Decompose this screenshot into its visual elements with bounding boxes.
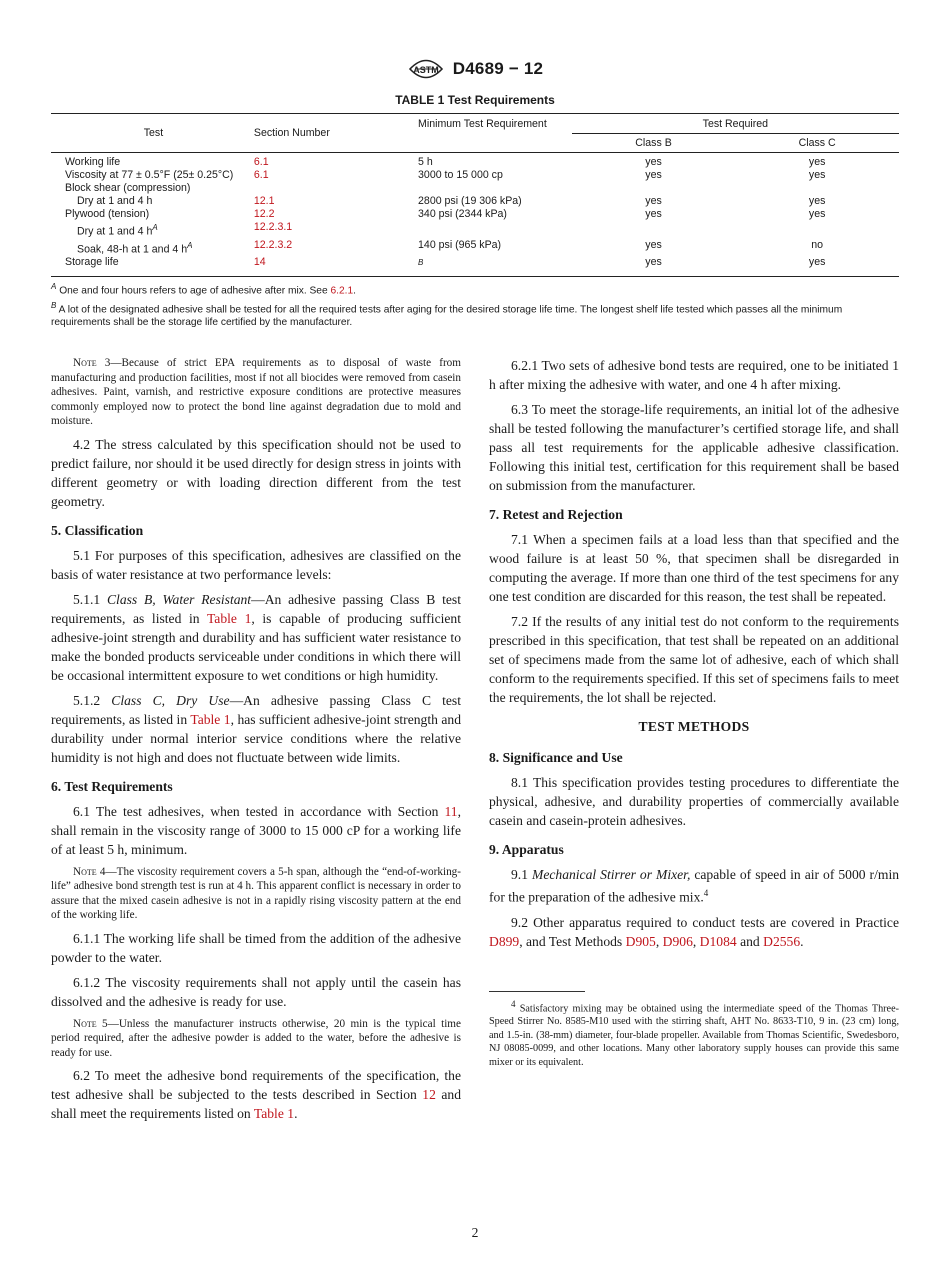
table-title: TABLE 1 Test Requirements: [395, 93, 555, 107]
link-section-12[interactable]: 12: [422, 1087, 436, 1102]
astm-logo-icon: [407, 54, 445, 84]
para-6-3: 6.3 To meet the storage-life requirements, an initial lot of the adhesive shall be tested following the manufacturer’s certified storage life, and shall pass all test requirements for the applicable adhesive classification. Following this initial test, certification for this requirement shall be based on submission from the manufacturer.: [489, 402, 899, 493]
left-column: [51, 356, 461, 1129]
table-row: [51, 239, 899, 257]
col-header-test: Test: [143, 126, 164, 139]
cell-class-c: yes: [808, 208, 826, 220]
cell-test: Viscosity at 77 ± 0.5°F (25± 0.25°C): [65, 169, 234, 181]
note-5: Note 5—Unless the manufacturer instructs otherwise, 20 min is the typical time period required, after the adhesive powder is added to the water, before the adhesive is ready for use.: [51, 1017, 461, 1059]
note-3: Note 3—Because of strict EPA requirements as to disposal of waste from manufacturing and production facilities, most if not all biocides were removed from casein adhesives. Paint, varnish, and restrictive exposure conditions are protective measures commonly employed now to protect the bond line against degradation due to mold and moisture.: [51, 357, 461, 427]
para-7-2: 7.2 If the results of any initial test do not conform to the requirements prescribed in this specification, that test shall be repeated on an additional set of specimens made from the same lot of adhesive, each of which shall conform to the requirements specified. If this set of specimens fails to meet the requirements, the lot shall be rejected.: [489, 614, 899, 705]
link-d905[interactable]: D905: [625, 933, 656, 949]
para-7-1: 7.1 When a specimen fails at a load less than that specified and the wood failure is at least 50 %, that specimen shall be disregarded in computing the average. If more than one third of the test specimens for any one test condition are discarded for this reason, the test shall be repeated.: [489, 532, 899, 604]
cell-section-link[interactable]: 6.1: [253, 156, 269, 168]
table-row: [51, 153, 899, 170]
cell-min-requirement: 340 psi (2344 kPa): [418, 208, 507, 220]
cell-test: Dry at 1 and 4 $h^A$: [77, 223, 158, 238]
cell-class-b: yes: [645, 195, 662, 207]
cell-class-b: yes: [645, 169, 662, 181]
cell-test: Soak, 48-h at 1 and 4 $h^A$: [77, 240, 193, 256]
col-header-required: Test Required: [572, 114, 899, 134]
table-row: [51, 208, 899, 221]
link-section-11[interactable]: 11: [444, 803, 458, 819]
heading-retest-rejection: 7. Retest and Rejection: [489, 507, 623, 522]
cell-test: Dry at 1 and 4 h: [77, 195, 153, 207]
cell-section-link[interactable]: 14: [242, 256, 418, 276]
cell-test: Plywood (tension): [65, 208, 150, 220]
cell-section-link[interactable]: 6.1: [253, 169, 269, 181]
heading-classification: 5. Classification: [51, 522, 144, 538]
link-d906[interactable]: D906: [662, 933, 693, 949]
link-d1084[interactable]: D1084: [699, 933, 737, 949]
para-6-1-1: 6.1.1 The working life shall be timed from the addition of the adhesive powder to the water.: [51, 930, 461, 965]
para-6-1-2: 6.1.2 The viscosity requirements shall not apply until the casein has dissolved and the adhesive is ready for use.: [51, 974, 461, 1009]
cell-min-requirement: B: [418, 256, 572, 276]
cell-test: Working life: [65, 156, 121, 168]
para-5-1: 5.1 For purposes of this specification, adhesives are classified on the basis of water resistance at two performance levels:: [51, 547, 461, 582]
cell-class-b: yes: [645, 208, 662, 220]
cell-test: Storage life: [51, 256, 242, 276]
cell-class-b: yes: [645, 156, 662, 168]
cell-min-requirement: 140 psi (965 kPa): [418, 238, 502, 251]
cell-class-c: yes: [808, 156, 826, 168]
col-header-class-c: Class C: [798, 137, 836, 149]
cell-class-b: [572, 221, 736, 239]
heading-significance-use: 8. Significance and Use: [489, 750, 623, 765]
link-table-1[interactable]: Table 1: [206, 610, 252, 626]
para-9-1: 9.1 Mechanical Stirrer or Mixer, capable of speed in air of 5000 r/min for the preparation of the adhesive mix.$^4$: [489, 867, 900, 905]
cell-min-requirement: 3000 to 15 000 cp: [418, 169, 503, 181]
cell-section-link[interactable]: 12.2.3.1: [253, 221, 293, 233]
link-d2556[interactable]: D2556: [763, 933, 801, 949]
document-designation: D4689 − 12: [452, 59, 544, 78]
cell-class-c: no: [811, 238, 824, 251]
cell-section-link[interactable]: 12.2.3.2: [253, 238, 293, 251]
cell-section-link[interactable]: 12.2: [253, 208, 275, 220]
para-5-1-2: 5.1.2 Class C, Dry Use—An adhesive passing Class C test requirements, as listed in Table 1, has sufficient adhesive-joint strength and durability under normal interior service conditions where the relative humidity is not high and does not fluctuate between wide limits.: [51, 692, 461, 765]
test-requirements-table: [51, 113, 899, 329]
cell-class-c: [735, 221, 899, 239]
link-table-1[interactable]: Table 1: [190, 711, 231, 727]
table-row: [51, 169, 899, 182]
para-8-1: 8.1 This specification provides testing procedures to differentiate the physical, adhesive, and durability properties of commercially available casein and casein-protein adhesives.: [489, 775, 899, 828]
col-header-min: Minimum Test Requirement: [418, 118, 547, 130]
cell-class-c: yes: [808, 169, 826, 181]
heading-test-methods: TEST METHODS: [638, 719, 750, 734]
table-row: [51, 182, 899, 195]
table-row: [51, 256, 899, 276]
cell-section-link: [242, 182, 418, 195]
cell-min-requirement: 2800 psi (19 306 kPa): [418, 195, 522, 207]
para-6-2-1: 6.2.1 Two sets of adhesive bond tests are required, one to be initiated 1 h after mixing the adhesive with water, and one 4 h after mixing.: [489, 358, 899, 392]
cell-class-c: yes: [735, 256, 899, 276]
svg-text:ASTM: ASTM: [413, 65, 439, 75]
page-number: 2: [471, 1225, 479, 1240]
table-row: [51, 195, 899, 208]
link-table-1[interactable]: Table 1: [253, 1106, 295, 1121]
note-4: Note 4—The viscosity requirement covers a 5-h span, although the “end-of-working-life” adhesive bond strength test is run at 4 h. This apparent conflict is necessary in order to assure that the mixed casein adhesive is not in a rapidly rising viscosity pattern at the end of the working life.: [51, 865, 461, 921]
para-6-1: 6.1 The test adhesives, when tested in accordance with Section 11, shall remain in the viscosity range of 3000 to 15 000 cP for a working life of at least 5 h, minimum.: [51, 803, 461, 857]
cell-min-requirement: [418, 182, 572, 195]
link-d899[interactable]: D899: [489, 933, 520, 949]
cell-class-b: yes: [572, 256, 736, 276]
cell-test: Block shear (compression): [65, 182, 191, 194]
table-row: [51, 221, 899, 239]
heading-test-requirements: 6. Test Requirements: [51, 778, 173, 794]
col-header-section: Section Number: [253, 126, 330, 139]
cell-min-requirement: [418, 221, 572, 239]
table-footnote-b: $^B$ A lot of the designated adhesive shall be tested for all the required tests after aging for the desired storage life time. The longest shelf life tested which passes all the minimum requirements shall be the storage life certified by the manufacturer.: [51, 300, 843, 329]
right-column: [489, 356, 899, 1075]
heading-apparatus: 9. Apparatus: [489, 842, 564, 857]
para-4-2: 4.2 The stress calculated by this specification should not be used to predict failure, nor should it be used directly for design stress in joints with different geometry or with loading direction different from the test geometry.: [51, 436, 461, 509]
footnote-4: $^4$ Satisfactory mixing may be obtained using the intermediate speed of the Thomas Three-Speed Stirrer No. 8585-M10 used with the stirring shaft, AHT No. 8633-T10, 9 in. (23 cm) long, and 1.5-in. (38-mm) diameter, four-blade propeller. Available from Thomas Scientific, Swedesboro, NJ 08085-0099, and other locations. Many other laboratory supply houses can provide this same mixer or its equivalent.: [489, 998, 899, 1068]
cell-class-c: [735, 182, 899, 195]
para-5-1-1: 5.1.1 Class B, Water Resistant—An adhesive passing Class B test requirements, as listed in Table 1, is capable of producing sufficient adhesive-joint strength and durability and has sufficient water resistance to make the bonded products serviceable under conditions in which there will be occasional intermittent exposure to wet conditions or high humidity.: [51, 591, 461, 683]
cell-class-b: yes: [645, 238, 662, 251]
para-9-2: 9.2 Other apparatus required to conduct tests are covered in Practice D899, and Test Methods D905, D906, D1084 and D2556.: [489, 914, 899, 949]
footnote-ref-4[interactable]: 4: [703, 888, 709, 898]
cell-class-b: [572, 182, 736, 195]
para-6-2: 6.2 To meet the adhesive bond requirements of the specification, the test adhesive shall be subjected to the tests described in Section 12 and shall meet the requirements listed on Table 1.: [51, 1068, 461, 1121]
page-header: [0, 54, 950, 84]
cell-class-c: yes: [808, 195, 826, 207]
cell-section-link[interactable]: 12.1: [253, 195, 275, 207]
table-footnote-a: $^A$ One and four hours refers to age of adhesive after mix. See 6.2.1.: [51, 281, 356, 296]
cell-min-requirement: 5 h: [418, 156, 433, 168]
link-6-2-1[interactable]: 6.2.1: [330, 284, 354, 296]
col-header-class-b: Class B: [635, 137, 672, 149]
footnote-divider: [489, 991, 585, 992]
